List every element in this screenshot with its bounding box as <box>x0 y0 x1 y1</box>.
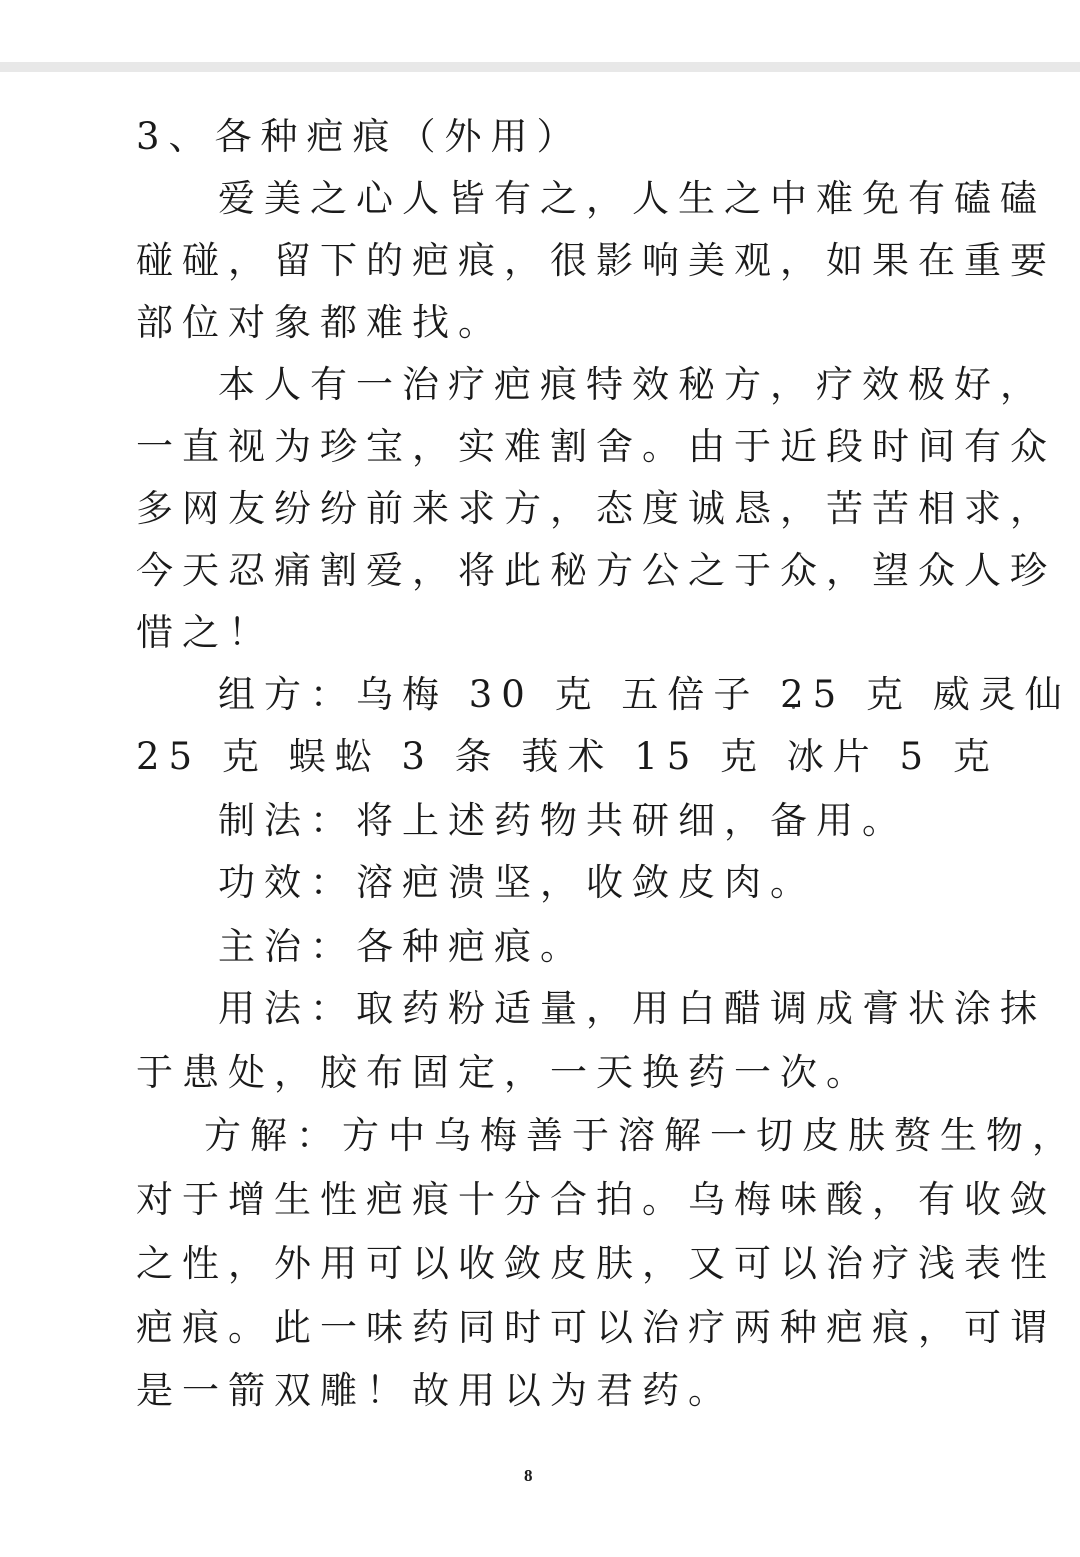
explanation-line: 方解：方中乌梅善于溶解一切皮肤赘生物， <box>204 1114 1078 1157</box>
top-divider-bar <box>0 62 1080 72</box>
page-number: 8 <box>524 1466 533 1485</box>
formula-line: 25 克 蜈蚣 3 条 莪术 15 克 冰片 5 克 <box>136 735 999 778</box>
indication-line: 主治：各种疤痕。 <box>218 925 586 968</box>
paragraph-line: 爱美之心人皆有之，人生之中难免有磕磕 <box>218 177 1046 220</box>
explanation-line: 疤痕。此一味药同时可以治疗两种疤痕，可谓 <box>136 1306 1056 1349</box>
paragraph-line: 多网友纷纷前来求方，态度诚恳，苦苦相求， <box>136 487 1056 530</box>
usage-line: 于患处，胶布固定，一天换药一次。 <box>136 1051 872 1094</box>
paragraph-line: 本人有一治疗疤痕特效秘方，疗效极好， <box>218 363 1046 406</box>
explanation-line: 是一箭双雕！故用以为君药。 <box>136 1369 734 1412</box>
paragraph-line: 今天忍痛割爱，将此秘方公之于众，望众人珍 <box>136 549 1056 592</box>
usage-line: 用法：取药粉适量，用白醋调成膏状涂抹 <box>218 987 1046 1030</box>
preparation-line: 制法：将上述药物共研细，备用。 <box>218 799 908 842</box>
explanation-line: 对于增生性疤痕十分合拍。乌梅味酸，有收敛 <box>136 1178 1056 1221</box>
paragraph-line: 碰碰，留下的疤痕，很影响美观，如果在重要 <box>136 239 1056 282</box>
paragraph-line: 部位对象都难找。 <box>136 301 504 344</box>
paragraph-line: 一直视为珍宝，实难割舍。由于近段时间有众 <box>136 425 1056 468</box>
section-heading: 3、各种疤痕（外用） <box>136 115 583 158</box>
paragraph-line: 惜之！ <box>136 611 274 654</box>
efficacy-line: 功效：溶疤溃坚，收敛皮肉。 <box>218 861 816 904</box>
explanation-line: 之性，外用可以收敛皮肤，又可以治疗浅表性 <box>136 1242 1056 1285</box>
formula-line: 组方：乌梅 30 克 五倍子 25 克 威灵仙 <box>218 673 1071 716</box>
